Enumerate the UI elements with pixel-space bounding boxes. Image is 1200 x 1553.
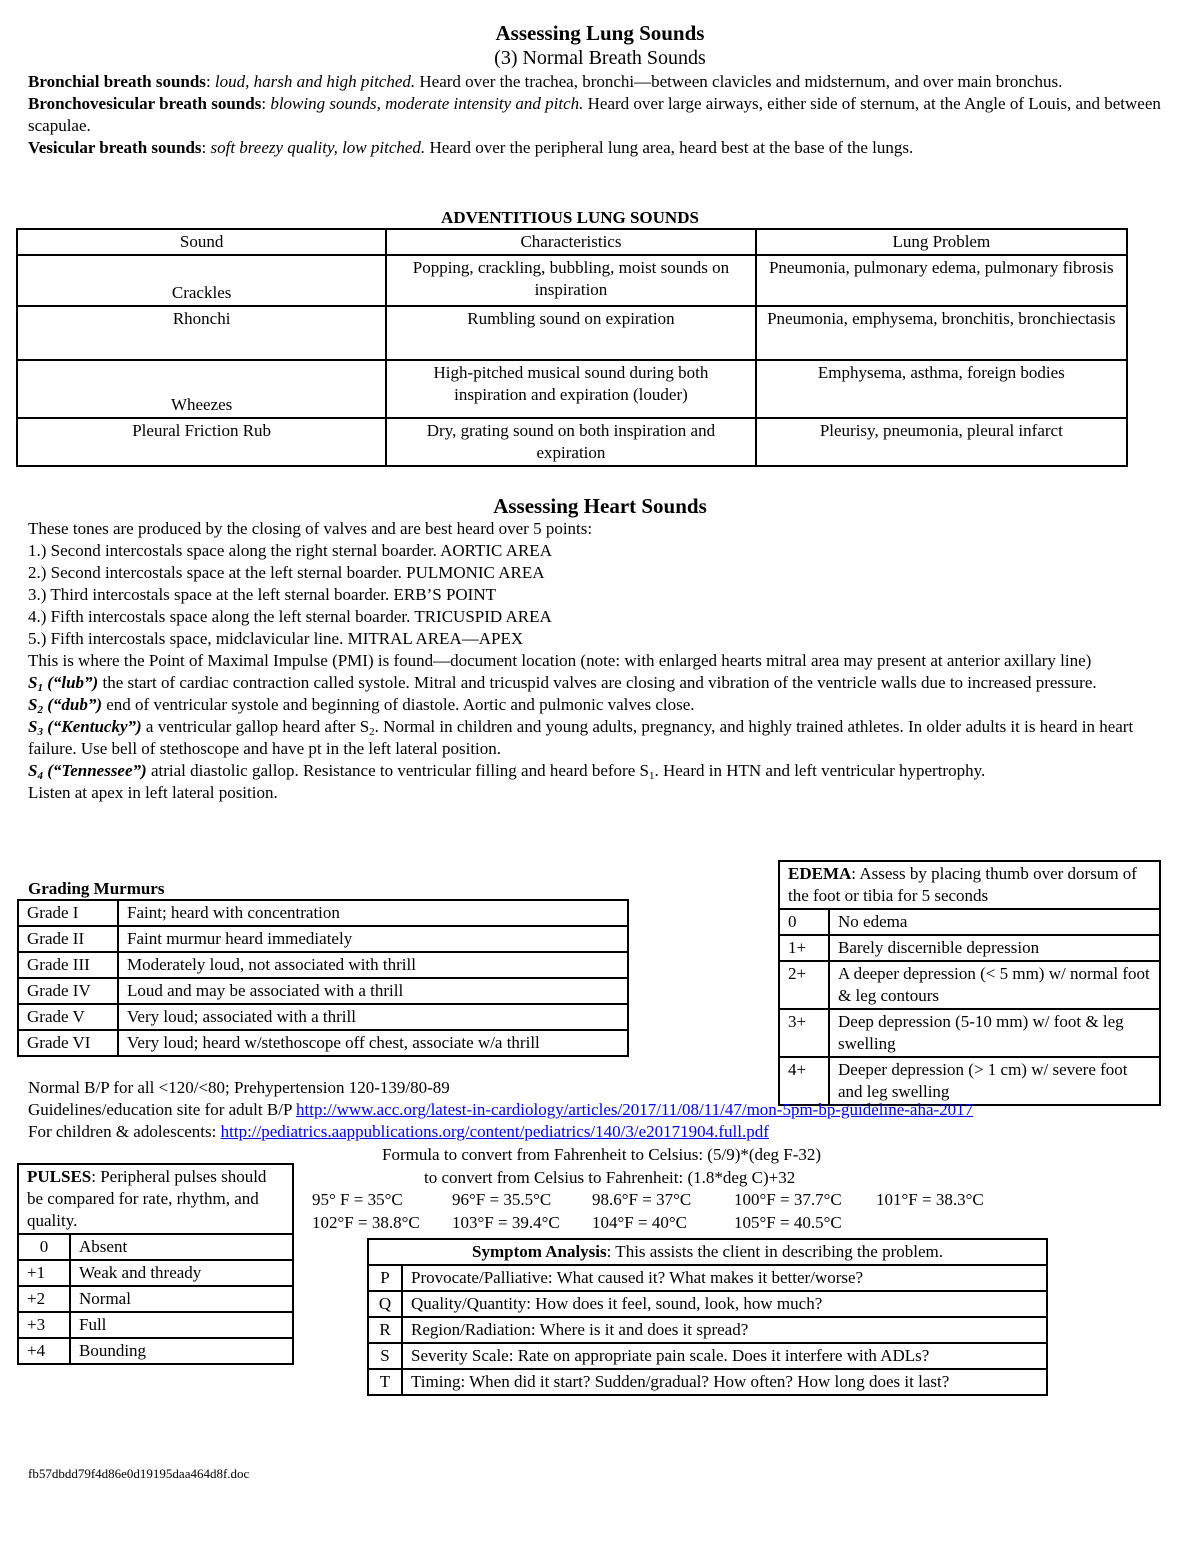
table-row [18, 952, 628, 978]
table-row [368, 1291, 1047, 1317]
table-cell: Bounding [70, 1338, 293, 1364]
temp-conv: 101°F = 38.3°C [876, 1190, 984, 1209]
table-row [368, 1317, 1047, 1343]
table-cell: +2 [18, 1286, 70, 1312]
table-cell: Faint; heard with concentration [118, 900, 628, 926]
temp-conv: 98.6°F = 37°C [592, 1190, 692, 1209]
table-row [18, 1338, 293, 1364]
table-cell: Severity Scale: Rate on appropriate pain scale. Does it interfere with ADLs? [402, 1343, 1047, 1369]
pulses-header: PULSES: Peripheral pulses should be compared for rate, rhythm, and quality. [18, 1164, 293, 1234]
table-cell: Pleurisy, pneumonia, pleural infarct [756, 418, 1127, 466]
s4-paragraph: $S_4$ (“Tennessee”) atrial diastolic gallop. Resistance to ventricular filling and heard before $S_1$. Heard in HTN and left ventricular hypertrophy. [28, 761, 986, 782]
table-cell: Grade III [18, 952, 118, 978]
table-cell: Wheezes [17, 360, 386, 418]
symptom-header-row [368, 1239, 1047, 1265]
table-cell: Popping, crackling, bubbling, moist sounds on inspiration [386, 255, 755, 306]
table-header-row [17, 229, 1127, 255]
heart-intro: These tones are produced by the closing of valves and are best heard over 5 points: [28, 519, 593, 538]
table-cell: +4 [18, 1338, 70, 1364]
heart-section [28, 518, 1173, 804]
table-cell: P [368, 1265, 402, 1291]
table-row [17, 255, 1127, 306]
adventitious-table [16, 228, 1128, 467]
table-cell: Grade IV [18, 978, 118, 1004]
table-cell: Dry, grating sound on both inspiration and expiration [386, 418, 755, 466]
table-row [779, 961, 1160, 1009]
s2-paragraph: $S_2$ (“dub”) end of ventricular systole and beginning of diastole. Aortic and pulmonic valves close. [28, 695, 695, 716]
s1-paragraph: $S_1$ (“lub”) the start of cardiac contraction called systole. Mitral and tricuspid valves are closing and vibration of the ventricle walls due to increased pressure. [28, 673, 1097, 694]
table-cell: Grade I [18, 900, 118, 926]
child-bp-link[interactable]: http://pediatrics.aappublications.org/content/pediatrics/140/3/e20171904.full.pdf [220, 1122, 769, 1141]
table-cell: Grade V [18, 1004, 118, 1030]
murmurs-table [17, 899, 629, 1057]
table-cell: 2+ [779, 961, 829, 1009]
table-cell: +1 [18, 1260, 70, 1286]
table-cell: R [368, 1317, 402, 1343]
table-row [18, 926, 628, 952]
s3-paragraph: $S_3$ (“Kentucky”) a ventricular gallop heard after $S_2$. Normal in children and young adults, pregnancy, and highly trained athletes. In older adults it is heard in heart failure. Use bell of stethoscope and have pt in the left lateral position. [28, 717, 1134, 758]
table-row [17, 418, 1127, 466]
table-cell: T [368, 1369, 402, 1395]
bp-section [28, 1077, 1188, 1143]
table-row [779, 935, 1160, 961]
table-row [779, 1009, 1160, 1057]
temp-conv: 102°F = 38.8°C [312, 1213, 420, 1232]
table-cell: Region/Radiation: Where is it and does it spread? [402, 1317, 1047, 1343]
vesicular-paragraph: Vesicular breath sounds: soft breezy quality, low pitched. Heard over the peripheral lung area, heard best at the base of the lungs. [28, 138, 914, 157]
table-cell: Grade II [18, 926, 118, 952]
table-cell: Rhonchi [17, 306, 386, 360]
table-cell: Q [368, 1291, 402, 1317]
table-cell: S [368, 1343, 402, 1369]
table-row [18, 1030, 628, 1056]
adult-bp-link[interactable]: http://www.acc.org/latest-in-cardiology/articles/2017/11/08/11/47/mon-5pm-bp-guideline-aha-2017 [296, 1100, 974, 1119]
table-cell: Deeper depression (> 1 cm) w/ severe foot and leg swelling [829, 1057, 1160, 1105]
table-cell: Crackles [17, 255, 386, 306]
table-cell: High-pitched musical sound during both inspiration and expiration (louder) [386, 360, 755, 418]
table-cell: 3+ [779, 1009, 829, 1057]
table-row [368, 1343, 1047, 1369]
temp-f-to-c: Formula to convert from Fahrenheit to Celsius: (5/9)*(deg F-32) [382, 1145, 822, 1164]
table-cell: 0 [779, 909, 829, 935]
bp-normal: Normal B/P for all <120/<80; Prehypertension 120-139/80-89 [28, 1078, 450, 1097]
table-row [18, 1286, 293, 1312]
table-cell: Moderately loud, not associated with thrill [118, 952, 628, 978]
symptom-header: Symptom Analysis: This assists the client in describing the problem. [368, 1239, 1047, 1265]
table-cell: Very loud; associated with a thrill [118, 1004, 628, 1030]
s4-note: Listen at apex in left lateral position. [28, 783, 278, 802]
heart-title: Assessing Heart Sounds [493, 494, 707, 518]
table-cell: Pneumonia, pulmonary edema, pulmonary fibrosis [756, 255, 1127, 306]
table-cell: 4+ [779, 1057, 829, 1105]
adventitious-title: ADVENTITIOUS LUNG SOUNDS [441, 208, 699, 227]
temp-conv: 96°F = 35.5°C [452, 1190, 552, 1209]
table-cell: Rumbling sound on expiration [386, 306, 755, 360]
list-item: 1.) Second intercostals space along the right sternal boarder. AORTIC AREA [28, 541, 552, 560]
table-cell: Full [70, 1312, 293, 1338]
lung-subtitle: (3) Normal Breath Sounds [494, 47, 706, 69]
list-item: 3.) Third intercostals space at the left sternal boarder. ERB’S POINT [28, 585, 497, 604]
table-cell: Absent [70, 1234, 293, 1260]
table-cell: Quality/Quantity: How does it feel, sound, look, how much? [402, 1291, 1047, 1317]
temp-c-to-f: to convert from Celsius to Fahrenheit: (1.8*deg C)+32 [424, 1168, 796, 1187]
table-cell: 0 [18, 1234, 70, 1260]
table-row [18, 900, 628, 926]
pmi-note: This is where the Point of Maximal Impulse (PMI) is found—document location (note: with enlarged hearts mitral area may present at anterior axillary line) [28, 651, 1092, 670]
table-cell: Barely discernible depression [829, 935, 1160, 961]
murmurs-title: Grading Murmurs [28, 879, 165, 898]
edema-header: EDEMA: Assess by placing thumb over dorsum of the foot or tibia for 5 seconds [779, 861, 1160, 909]
lung-title: Assessing Lung Sounds [495, 21, 705, 45]
table-cell: 1+ [779, 935, 829, 961]
table-cell: Deep depression (5-10 mm) w/ foot & leg swelling [829, 1009, 1160, 1057]
table-row [18, 1004, 628, 1030]
temp-conv: 100°F = 37.7°C [734, 1190, 842, 1209]
header-lung-problem: Lung Problem [756, 229, 1127, 255]
table-cell: Weak and thready [70, 1260, 293, 1286]
temp-conv: 104°F = 40°C [592, 1213, 687, 1232]
table-cell: Grade VI [18, 1030, 118, 1056]
edema-table [778, 860, 1161, 1106]
table-cell: Normal [70, 1286, 293, 1312]
bronchovesicular-paragraph: Bronchovesicular breath sounds: blowing sounds, moderate intensity and pitch. Heard over large airways, either side of sternum, at the Angle of Louis, and between scapulae. [28, 94, 1161, 135]
table-row [368, 1369, 1047, 1395]
header-sound: Sound [17, 229, 386, 255]
table-row [17, 306, 1127, 360]
header-characteristics: Characteristics [386, 229, 755, 255]
table-cell: Provocate/Palliative: What caused it? What makes it better/worse? [402, 1265, 1047, 1291]
table-cell: Loud and may be associated with a thrill [118, 978, 628, 1004]
table-cell: Faint murmur heard immediately [118, 926, 628, 952]
bp-child: For children & adolescents: http://pediatrics.aappublications.org/content/pediatrics/140/3/e20171904.full.pdf [28, 1122, 769, 1141]
bronchial-paragraph: Bronchial breath sounds: loud, harsh and high pitched. Heard over the trachea, bronchi—between clavicles and midsternum, and over main bronchus. [28, 72, 1063, 91]
table-cell: Pleural Friction Rub [17, 418, 386, 466]
temp-conv: 103°F = 39.4°C [452, 1213, 560, 1232]
table-row [779, 909, 1160, 935]
table-row [17, 360, 1127, 418]
edema-header-row [779, 861, 1160, 909]
pulses-table [17, 1163, 294, 1365]
table-row [18, 1260, 293, 1286]
table-row [18, 1234, 293, 1260]
table-cell: Very loud; heard w/stethoscope off chest, associate w/a thrill [118, 1030, 628, 1056]
pulses-header-row [18, 1164, 293, 1234]
table-cell: A deeper depression (< 5 mm) w/ normal foot & leg contours [829, 961, 1160, 1009]
list-item: 4.) Fifth intercostals space along the left sternal boarder. TRICUSPID AREA [28, 607, 552, 626]
list-item: 5.) Fifth intercostals space, midclavicular line. MITRAL AREA—APEX [28, 629, 524, 648]
table-cell: +3 [18, 1312, 70, 1338]
footer-filename: fb57dbdd79f4d86e0d19195daa464d8f.doc [28, 1466, 250, 1481]
temp-conv: 95° F = 35°C [312, 1190, 403, 1209]
table-cell: No edema [829, 909, 1160, 935]
normal-breath-sounds [28, 71, 1168, 159]
bp-adult: Guidelines/education site for adult B/P http://www.acc.org/latest-in-cardiology/articles/2017/11/08/11/47/mon-5pm-bp-guideline-aha-2017 [28, 1100, 974, 1119]
symptom-table [367, 1238, 1048, 1396]
table-row [368, 1265, 1047, 1291]
table-cell: Emphysema, asthma, foreign bodies [756, 360, 1127, 418]
table-cell: Pneumonia, emphysema, bronchitis, bronchiectasis [756, 306, 1127, 360]
temp-conv: 105°F = 40.5°C [734, 1213, 842, 1232]
list-item: 2.) Second intercostals space at the left sternal boarder. PULMONIC AREA [28, 563, 545, 582]
table-row [18, 1312, 293, 1338]
table-row [18, 978, 628, 1004]
table-cell: Timing: When did it start? Sudden/gradual? How often? How long does it last? [402, 1369, 1047, 1395]
